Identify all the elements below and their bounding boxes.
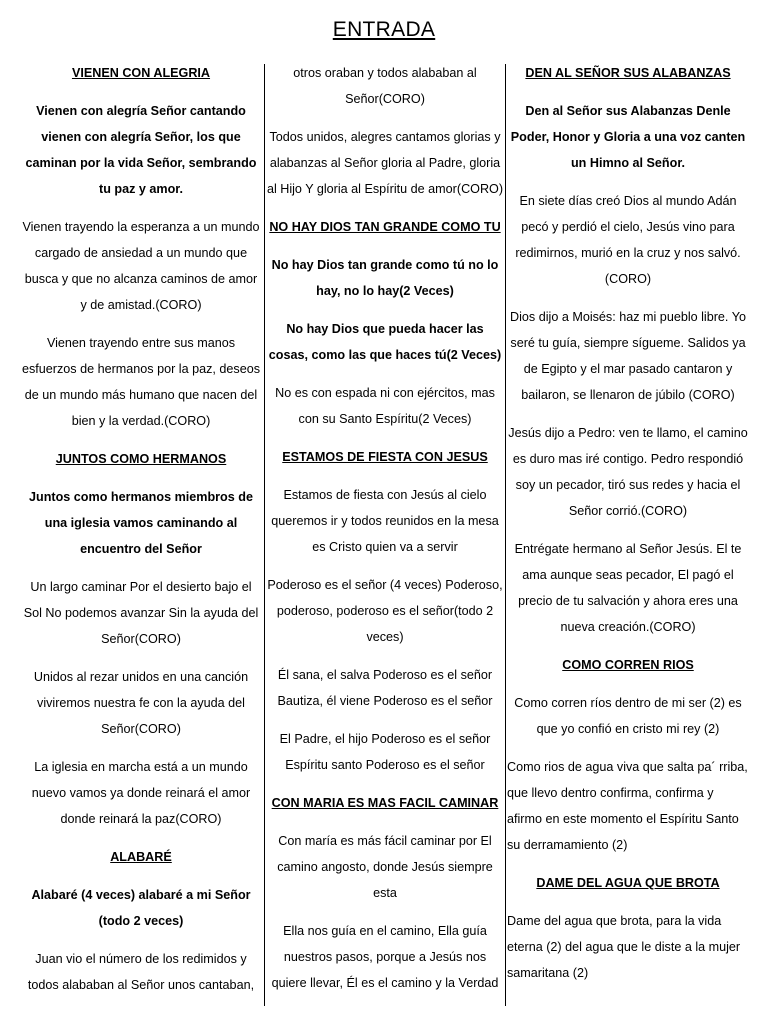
verse-paragraph: otros oraban y todos alababan al Señor(CORO) [293,66,477,106]
verse-paragraph: Con maría es más fácil caminar por El camino angosto, donde Jesús siempre esta [277,834,493,900]
verse-paragraph: Juan vio el número de los redimidos y todos alababan al Señor unos cantaban, [27,952,255,992]
verse-paragraph: En siete días creó Dios al mundo Adán pecó y perdió el cielo, Jesús vino para redimirnos, murió en la cruz y nos salvó. (CORO) [515,194,741,286]
song-title-como-corren-rios: COMO CORREN RIOS [562,658,694,672]
chorus-no-hay-dios: No hay Dios que pueda hacer las cosas, como las que haces tú(2 Veces) [268,322,502,362]
song-title-den-al-senor: DEN AL SEÑOR SUS ALABANZAS [525,66,731,80]
page-title: ENTRADA [332,18,436,41]
verse-paragraph: No es con espada ni con ejércitos, mas con su Santo Espíritu(2 Veces) [275,386,495,426]
song-title-dame-del-agua: DAME DEL AGUA QUE BROTA [536,876,720,890]
verse-paragraph: Como rios de agua viva que salta pa´ rriba, que llevo dentro confirma, confirma y afirmo en este momento el Espíritu Santo su derramamiento (2) [507,760,748,852]
column-divider-left [264,64,265,1006]
song-title-alabare: ALABARÉ [110,850,172,864]
verse-paragraph: La iglesia en marcha está a un mundo nuevo vamos ya donde reinará el amor donde reinará la paz(CORO) [31,760,251,826]
verse-paragraph: Dame del agua que brota, para la vida eterna (2) del agua que le diste a la mujer samaritana (2) [507,914,741,980]
verse-paragraph: Jesús dijo a Pedro: ven te llamo, el camino es duro mas iré contigo. Pedro respondió soy un pecador, tiró sus redes y hacia el Señor corrió.(CORO) [508,426,748,518]
verse-paragraph: Todos unidos, alegres cantamos glorias y alabanzas al Señor gloria al Padre, gloria al Hijo Y gloria al Espíritu de amor(CORO) [266,130,504,196]
verse-paragraph: Unidos al rezar unidos en una canción viviremos nuestra fe con la ayuda del Señor(CORO) [33,670,249,736]
song-title-juntos-como-hermanos: JUNTOS COMO HERMANOS [55,452,227,466]
verse-paragraph: El Padre, el hijo Poderoso es el señor Espíritu santo Poderoso es el señor [279,732,491,772]
chorus-alabare: Alabaré (4 veces) alabaré a mi Señor (todo 2 veces) [31,888,251,928]
verse-paragraph: Dios dijo a Moisés: haz mi pueblo libre. Yo seré tu guía, siempre sígueme. Salidos ya de Egipto y el mar pasado cantaron y bailaron, se llenaron de júbilo (CORO) [510,310,746,402]
song-title-vienen-con-alegria: VIENEN CON ALEGRIA [71,66,211,80]
verse-paragraph: Estamos de fiesta con Jesús al cielo queremos ir y todos reunidos en la mesa es Cristo quien va a servir [271,488,499,554]
verse-paragraph: Poderoso es el señor (4 veces) Poderoso, poderoso, poderoso es el señor(todo 2 veces) [267,578,503,644]
song-title-estamos-de-fiesta: ESTAMOS DE FIESTA CON JESUS [282,450,488,464]
verse-paragraph: Vienen trayendo entre sus manos esfuerzos de hermanos por la paz, deseos de un mundo más humano que nacen del bien y la verdad.(CORO) [21,336,261,428]
chorus-den-al-senor: Den al Señor sus Alabanzas Denle Poder, Honor y Gloria a una voz canten un Himno al Señor. [510,104,746,170]
column-3 [507,60,749,998]
verse-paragraph: Como corren ríos dentro de mi ser (2) es que yo confió en cristo mi rey (2) [514,696,742,736]
song-title-no-hay-dios: NO HAY DIOS TAN GRANDE COMO TU [269,220,501,234]
verse-paragraph: Entrégate hermano al Señor Jesús. El te ama aunque seas pecador, El pagó el precio de tu salvación y ahora eres una nueva creación.(CORO) [514,542,742,634]
verse-paragraph: Él sana, el salva Poderoso es el señor Bautiza, él viene Poderoso es el señor [277,668,493,708]
verse-paragraph: Un largo caminar Por el desierto bajo el Sol No podemos avanzar Sin la ayuda del Señor(CORO) [23,580,259,646]
column-divider-right [505,64,506,1006]
song-title-con-maria: CON MARIA ES MAS FACIL CAMINAR [271,796,499,810]
chorus-vienen-con-alegria: Vienen con alegría Señor cantando vienen con alegría Señor, los que caminan por la vida Señor, sembrando tu paz y amor. [25,104,257,196]
column-1 [20,60,262,1010]
column-2 [266,60,504,1008]
chorus-no-hay-dios: No hay Dios tan grande como tú no lo hay, no lo hay(2 Veces) [271,258,499,298]
verse-paragraph: Vienen trayendo la esperanza a un mundo cargado de ansiedad a un mundo que busca y que no alcanza caminos de amor y de amistad.(CORO) [22,220,260,312]
chorus-juntos-como-hermanos: Juntos como hermanos miembros de una iglesia vamos caminando al encuentro del Señor [29,490,253,556]
verse-paragraph: Ella nos guía en el camino, Ella guía nuestros pasos, porque a Jesús nos quiere llevar, Él es el camino y la Verdad [271,924,499,990]
